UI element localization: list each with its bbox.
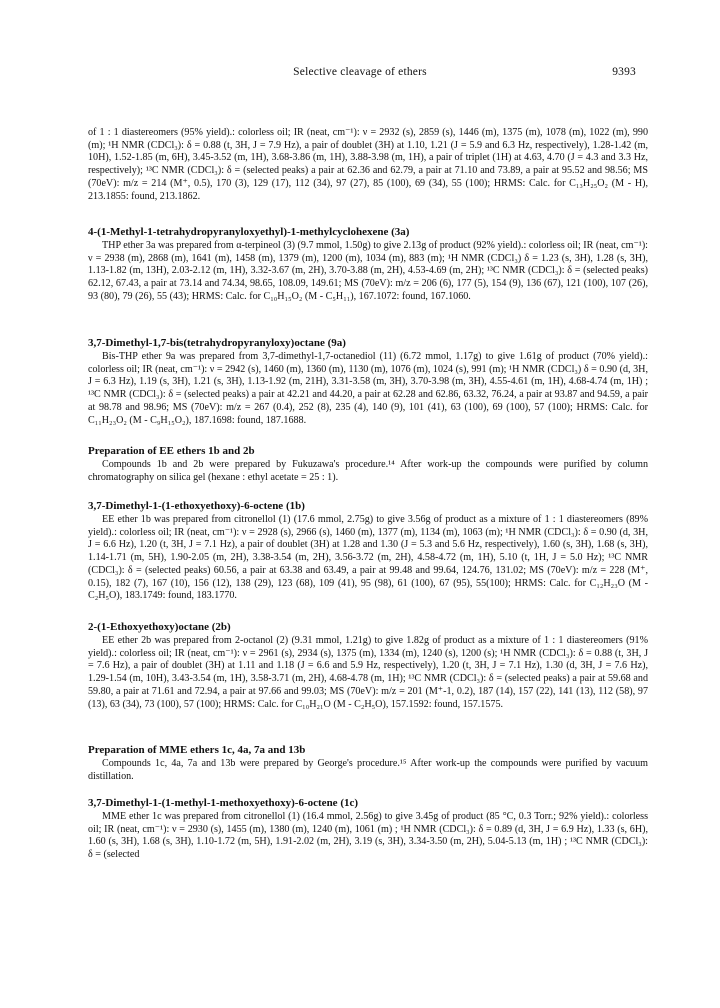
section-heading: Preparation of EE ethers 1b and 2b: [88, 445, 255, 457]
section-heading: 3,7-Dimethyl-1-(1-methyl-1-methoxyethoxy)-6-octene (1c): [88, 797, 359, 809]
section-body: [88, 514, 648, 603]
page-number: 9393: [612, 66, 636, 78]
paragraph-text: MME ether 1c was prepared from citronellol (1) (16.4 mmol, 2.56g) to give 3.45g of product (85 °C, 0.3 Torr.; 92% yield).: colorless oil; IR (neat, cm⁻¹): ν = 2930 (s), 1455 (m), 1380 (m), 1240 (m), 1061 (m) ; ¹H NMR (CDCl₃): δ = 0.89 (d, 3H, J = 6.9 Hz), 1.33 (s, 6H), 1.60 (s, 3H), 1.68 (s, 3H), 1.10-1.72 (m, 5H), 1.91-2.02 (m, 2H), 3.19 (s, 3H), 3.34-3.50 (m, 2H), 5.04-5.13 (m, 1H) ; ¹³C NMR (CDCl₃): δ = (selected: [88, 811, 648, 861]
paragraph-text: EE ether 2b was prepared from 2-octanol (2) (9.31 mmol, 1.21g) to give 1.82g of product as a mixture of 1 : 1 diastereomers (91% yield).: colorless oil; IR (neat, cm⁻¹): ν = 2961 (s), 2934 (s), 1375 (m), 1334 (m), 1240 (s), 1200 (s); ¹H NMR (CDCl₃): δ = 0.88 (t, 3H, J = 7.6 Hz), a pair of doublet (3H) at 1.11 and 1.18 (J = 6.6 and 5.9 Hz, respectively), 1.20 (t, 3H, J = 7.1 Hz), 1.30 (d, 3H, J = 7.6 Hz), 1.29-1.54 (m, 10H), 3.43-3.54 (m, 1H), 3.58-3.71 (m, 2H), 4.68-4.78 (m, 1H); ¹³C NMR (CDCl₃): δ = (selected peaks) a pair at 59.68 and 59.80, a pair at 71.61 and 72.94, a pair at 97.66 and 99.03; MS (70eV): m/z = 201 (M⁺-1, 0.2), 187 (14), 157 (22), 141 (13), 112 (58), 97 (13), 63 (34), 73 (100), 57 (100); HRMS: Calc. for C₁₀H₂₁O (M - C₂H₅O), 157.1592: found, 157.1575.: [88, 635, 648, 710]
section-heading: 3,7-Dimethyl-1-(1-ethoxyethoxy)-6-octene (1b): [88, 500, 305, 512]
section-body: [88, 758, 648, 783]
section-heading: 4-(1-Methyl-1-tetrahydropyranyloxyethyl)-1-methylcyclohexene (3a): [88, 226, 410, 238]
section-body: [88, 811, 648, 862]
paragraph-text: THP ether 3a was prepared from α-terpineol (3) (9.7 mmol, 1.50g) to give 2.13g of product (92% yield).: colorless oil; IR (neat, cm⁻¹): ν = 2938 (m), 2868 (m), 1641 (m), 1458 (m), 1379 (m), 1200 (m), 1034 (m), 883 (m); ¹H NMR (CDCl₃) δ = 1.23 (s, 3H), 1.28 (s, 3H), 1.13-1.82 (m, 13H), 2.03-2.12 (m, 1H), 3.32-3.67 (m, 2H), 3.70-3.88 (m, 2H), 4.53-4.69 (m, 2H); ¹³C NMR (CDCl₃): δ = (selected peaks) 62.12, 67.43, a pair at 73.14 and 74.34, 98.65, 108.09, 149.61; MS (70eV): m/z = 206 (6), 177 (5), 154 (9), 136 (67), 121 (100), 107 (26), 93 (80), 79 (26), 55 (43); HRMS: Calc. for C₁₀H₁₅O₂ (M - C₅H₁₁), 167.1072: found, 167.1060.: [88, 240, 648, 302]
paragraph-continuation: [88, 127, 648, 203]
section-heading: 2-(1-Ethoxyethoxy)octane (2b): [88, 621, 231, 633]
section-heading: Preparation of MME ethers 1c, 4a, 7a and 13b: [88, 744, 306, 756]
paragraph-text: of 1 : 1 diastereomers (95% yield).: colorless oil; IR (neat, cm⁻¹): ν = 2932 (s), 2859 (s), 1446 (m), 1375 (m), 1078 (m), 1022 (m), 990 (m); ¹H NMR (CDCl₃): δ = 0.88 (t, 3H, J = 7.9 Hz), a pair of doublet (3H) at 1.10, 1.21 (J = 5.9 and 6.3 Hz, respectively), 1.28-1.42 (m, 10H), 1.52-1.85 (m, 6H), 3.45-3.52 (m, 1H), 3.68-3.86 (m, 1H), 3.88-3.98 (m, 1H), a pair of triplet (1H) at 4.63, 4.70 (J = 4.3 and 3.3 Hz, respectively); ¹³C NMR (CDCl₃): δ = (selected peaks) a pair at 62.36 and 62.79, a pair at 71.10 and 73.89, a pair at 95.52 and 98.56; MS (70eV): m/z = 214 (M⁺, 0.5), 170 (3), 129 (17), 112 (34), 97 (27), 85 (100), 69 (34), 55 (100); HRMS: Calc. for C₁₃H₂₅O₂ (M - H), 213.1855: found, 213.1862.: [88, 127, 648, 202]
section-body: [88, 459, 648, 484]
section-heading: 3,7-Dimethyl-1,7-bis(tetrahydropyranyloxy)octane (9a): [88, 337, 346, 349]
section-body: [88, 240, 648, 304]
paragraph-text: EE ether 1b was prepared from citronellol (1) (17.6 mmol, 2.75g) to give 3.56g of product as a mixture of 1 : 1 diastereomers (89% yield).: colorless oil; IR (neat, cm⁻¹): ν = 2928 (s), 2966 (s), 1460 (m), 1377 (m), 1134 (m), 1063 (m); ¹H NMR (CDCl₃): δ = 0.90 (d, 3H, J = 6.6 Hz), 1.20 (t, 3H, J = 7.1 Hz), a pair of doublet (3H) at 1.28 and 1.30 (J = 5.3 and 5.6 Hz, respectively), 1.60 (s, 3H), 1.68 (s, 3H), 1.14-1.71 (m, 5H), 1.90-2.05 (m, 2H), 3.38-3.54 (m, 2H), 3.56-3.72 (m, 2H), 4.58-4.72 (m, 1H), 5.10 (t, 1H, J = 5.0 Hz); ¹³C NMR (CDCl₃): δ = (selected peaks) 60.56, a pair at 63.38 and 63.49, a pair at 99.48 and 99.64, 124.76, 131.02; MS (70eV): m/z = 228 (M⁺, 0.15), 182 (7), 167 (10), 156 (12), 138 (29), 123 (68), 109 (41), 95 (98), 61 (100), 67 (95), 55(100); HRMS: Calc. for C₁₂H₂₃O (M - C₂H₅O), 183.1749: found, 183.1770.: [88, 514, 648, 602]
paragraph-text: Compounds 1c, 4a, 7a and 13b were prepared by George's procedure.¹⁵ After work-up the compounds were purified by vacuum distillation.: [88, 758, 648, 782]
section-body: [88, 635, 648, 711]
paragraph-text: Bis-THP ether 9a was prepared from 3,7-dimethyl-1,7-octanediol (11) (6.72 mmol, 1.17g) to give 1.61g of product (70% yield).: colorless oil; IR (neat, cm⁻¹): ν = 2942 (s), 1460 (m), 1360 (m), 1130 (m), 1076 (m), 1024 (s), 991 (m); ¹H NMR (CDCl₃) δ = 0.90 (d, 3H, J = 6.3 Hz), 1.19 (s, 3H), 1.21 (s, 3H), 1.13-1.92 (m, 21H), 3.31-3.58 (m, 3H), 3.70-3.98 (m, 3H), 4.55-4.61 (m, 1H), 4.68-4.74 (m, 1H) ; ¹³C NMR (CDCl₃): δ = (selected peaks) a pair at 42.21 and 44.20, a pair at 62.28 and 62.86, 63.32, 76.24, a pair at 93.87 and 94.59, a pair at 98.78 and 98.96; MS (70eV): m/z = 267 (0.4), 252 (8), 235 (4), 140 (9), 101 (41), 63 (100), 69 (100), 57 (100); HRMS: Calc. for C₁₁H₂₃O₂ (M - C₉H₁₅O₂), 187.1698: found, 187.1688.: [88, 351, 648, 426]
paragraph-text: Compounds 1b and 2b were prepared by Fukuzawa's procedure.¹⁴ After work-up the compounds were purified by column chromatography on silica gel (hexane : ethyl acetate = 25 : 1).: [88, 459, 648, 483]
running-title: Selective cleavage of ethers: [293, 66, 427, 78]
section-body: [88, 351, 648, 427]
